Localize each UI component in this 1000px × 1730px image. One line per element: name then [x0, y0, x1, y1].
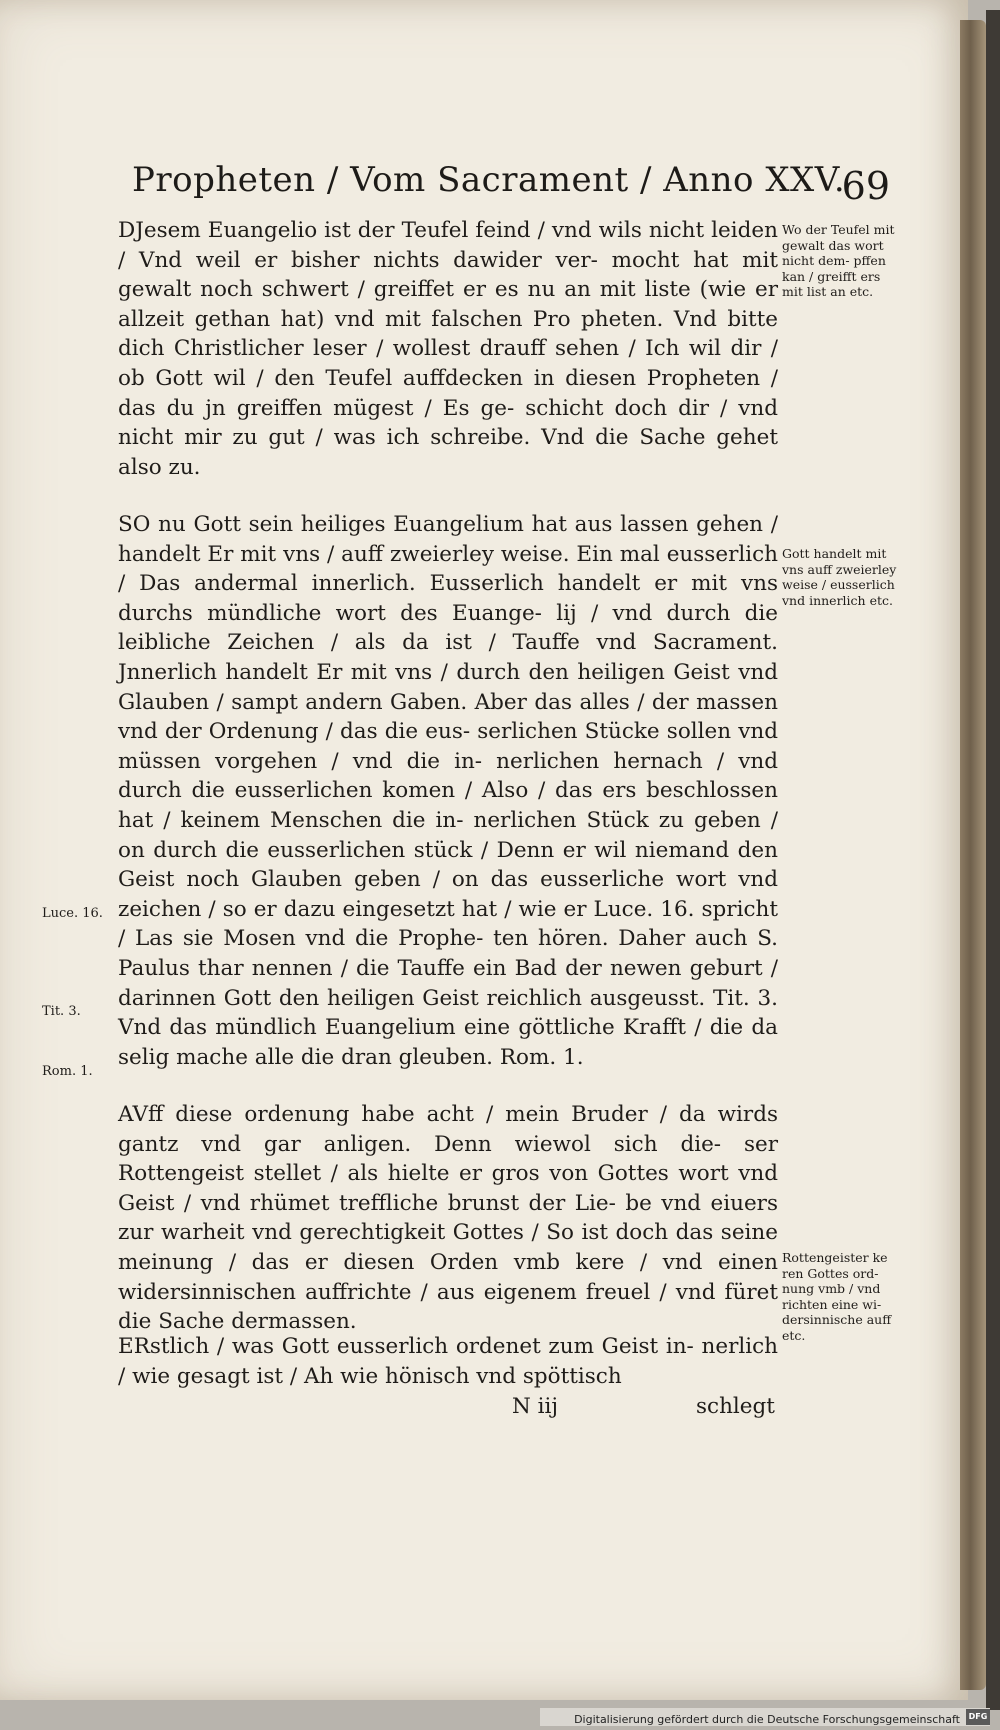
footer-bar — [540, 1708, 990, 1726]
scripture-ref-luce: Luce. 16. — [42, 906, 103, 921]
signature-mark: N iij — [512, 1394, 559, 1419]
margin-note-1: Wo der Teufel mit gewalt das wort nicht dem- pffen kan / greifft ers mit list an etc. — [782, 222, 895, 299]
body-paragraph-2: SO nu Gott sein heiliges Euangelium hat aus lassen gehen / handelt Er mit vns / auff zweierley weise. Ein mal eusserlich / Das andermal innerlich. Eusserlich handelt er mit vns durchs mündliche wort des Euange- lij / vnd durch die leibliche Zeichen / als da ist / Tauffe vnd Sacrament. Jnnerlich handelt Er mit vns / durch den heiligen Geist vnd Glauben / sampt andern Gaben. Aber das alles / der massen vnd der Ordenung / das die eus- serlichen Stücke sollen vnd müssen vorgehen / vnd die in- nerlichen hernach / vnd durch die eusserlichen komen / Also / das ers beschlossen hat / keinem Menschen die in- nerlichen Stück zu geben / on durch die eusserlichen stück / Denn er wil niemand den Geist noch Glauben geben / on das eusserliche wort vnd zeichen / so er dazu eingesetzt hat / wie er Luce. 16. spricht / Las sie Mosen vnd die Prophe- ten hören. Daher auch S. Paulus thar nennen / die Tauffe ein Bad der newen geburt / darinnen Gott den heiligen Geist reichlich ausgeusst. Tit. 3. Vnd das mündlich Euangelium eine göttliche Krafft / die da selig mache alle die dran gleuben. Rom. 1. — [118, 512, 778, 1070]
page-number: 69 — [841, 164, 890, 208]
body-paragraph-4: ERstlich / was Gott eusserlich ordenet zum Geist in- nerlich / wie gesagt ist / Ah wie hönisch vnd spöttisch — [118, 1334, 778, 1389]
running-title: Propheten / Vom Sacrament / Anno XXV. — [132, 160, 846, 200]
book-fore-edge — [960, 20, 986, 1690]
scripture-ref-tit: Tit. 3. — [42, 1004, 81, 1019]
margin-note-2: Gott handelt mit vns auff zweierley weise / eusserlich vnd innerlich etc. — [782, 546, 897, 608]
footer-credit: Digitalisierung gefördert durch die Deutsche Forschungsgemeinschaft — [574, 1713, 960, 1726]
dfg-logo-icon: DFG — [966, 1709, 990, 1725]
body-paragraph-3: AVff diese ordenung habe acht / mein Bruder / da wirds gantz vnd gar anligen. Denn wiewol sich die- ser Rottengeist stellet / als hielte er gros von Gottes wort vnd Geist / vnd rhümet treffliche brunst der Lie- be vnd eiuers zur warheit vnd gerechtigkeit Gottes / So ist doch das seine meinung / das er diesen Orden vmb kere / vnd einen widersinnischen auffrichte / aus eigenem freuel / vnd füret die Sache dermassen. — [118, 1102, 778, 1335]
margin-note-3: Rottengeister ke ren Gottes ord- nung vmb / vnd richten eine wi- dersinnische auff etc. — [782, 1250, 892, 1343]
catchword: schlegt — [696, 1394, 775, 1419]
scan-background-edge — [986, 10, 1000, 1710]
scripture-ref-rom: Rom. 1. — [42, 1064, 93, 1079]
body-paragraph-1: DJesem Euangelio ist der Teufel feind / vnd wils nicht leiden / Vnd weil er bisher nichts dawider ver- mocht hat mit gewalt noch schwert / greiffet er es nu an mit liste (wie er allzeit gethan hat) vnd mit falschen Pro pheten. Vnd bitte dich Christlicher leser / wollest drauff sehen / Ich wil dir / ob Gott wil / den Teufel auffdecken in diesen Propheten / das du jn greiffen mügest / Es ge- schicht doch dir / vnd nicht mir zu gut / was ich schreibe. Vnd die Sache gehet also zu. — [118, 218, 778, 480]
